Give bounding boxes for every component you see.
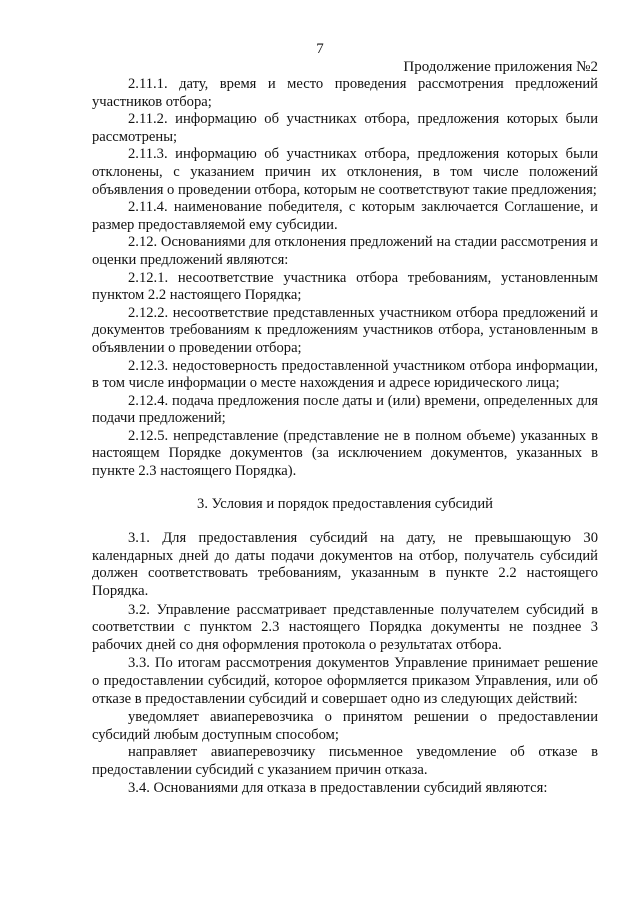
- paragraph-2-11-4: 2.11.4. наименование победителя, с которым заключается Соглашение, и размер предоставляемой ему субсидии.: [92, 199, 598, 233]
- appendix-continuation-note: Продолжение приложения №2: [403, 59, 598, 75]
- page-number: 7: [316, 41, 324, 57]
- paragraph-3-2: 3.2. Управление рассматривает представленные получателем субсидий в соответствии с пунктом 2.3 настоящего Порядка документы не позднее 3 рабочих дней со дня оформления протокола о результатах отбора.: [92, 601, 598, 653]
- paragraph-2-11-3: 2.11.3. информацию об участниках отбора, предложения которых были отклонены, с указанием причин их отклонения, в том числе положений объявления о проведении отбора, которым не соответствуют такие предложения;: [92, 146, 598, 198]
- paragraph-3-3: 3.3. По итогам рассмотрения документов Управление принимает решение о предоставлении субсидий, которое оформляется приказом Управления, или об отказе в предоставлении субсидий и совершает одно из следующих действий:: [92, 655, 598, 707]
- paragraph-2-12-2: 2.12.2. несоответствие представленных участником отбора предложений и документов требованиям к предложениям участников отбора, установленным в объявлении о проведении отбора;: [92, 304, 598, 356]
- paragraph-2-12-5: 2.12.5. непредставление (представление не в полном объеме) указанных в настоящем Порядке документов (за исключением документов, указанных в пункте 2.3 настоящего Порядка).: [92, 427, 598, 480]
- paragraph-3-4: 3.4. Основаниями для отказа в предоставлении субсидий являются:: [128, 779, 548, 796]
- document-body: [92, 76, 598, 797]
- paragraph-2-12-4: 2.12.4. подача предложения после даты и (или) времени, определенных для подачи предложений;: [92, 392, 598, 427]
- paragraph-3-1: 3.1. Для предоставления субсидий на дату, не превышающую 30 календарных дней до даты подачи документов на отбор, получатель субсидий должен соответствовать требованиям, указанным в пункте 2.2 настоящего Порядка.: [92, 530, 598, 600]
- paragraph-2-12-1: 2.12.1. несоответствие участника отбора требованиям, установленным пунктом 2.2 настоящего Порядка;: [92, 269, 598, 304]
- paragraph-3-3-action-notify: уведомляет авиаперевозчика о принятом решении о предоставлении субсидий любым доступным способом;: [92, 709, 598, 743]
- paragraph-2-12-3: 2.12.3. недостоверность предоставленной участником отбора информации, в том числе информации о месте нахождения и адресе юридического лица;: [92, 357, 598, 392]
- paragraph-3-3-action-refuse: направляет авиаперевозчику письменное уведомление об отказе в предоставлении субсидий с указанием причин отказа.: [92, 744, 598, 778]
- paragraph-2-11-2: 2.11.2. информацию об участниках отбора, предложения которых были рассмотрены;: [92, 111, 598, 145]
- paragraph-2-12: 2.12. Основаниями для отклонения предложений на стадии рассмотрения и оценки предложений являются:: [92, 234, 598, 268]
- section-3-heading: 3. Условия и порядок предоставления субсидий: [197, 495, 493, 512]
- paragraph-2-11-1: 2.11.1. дату, время и место проведения рассмотрения предложений участников отбора;: [92, 76, 598, 110]
